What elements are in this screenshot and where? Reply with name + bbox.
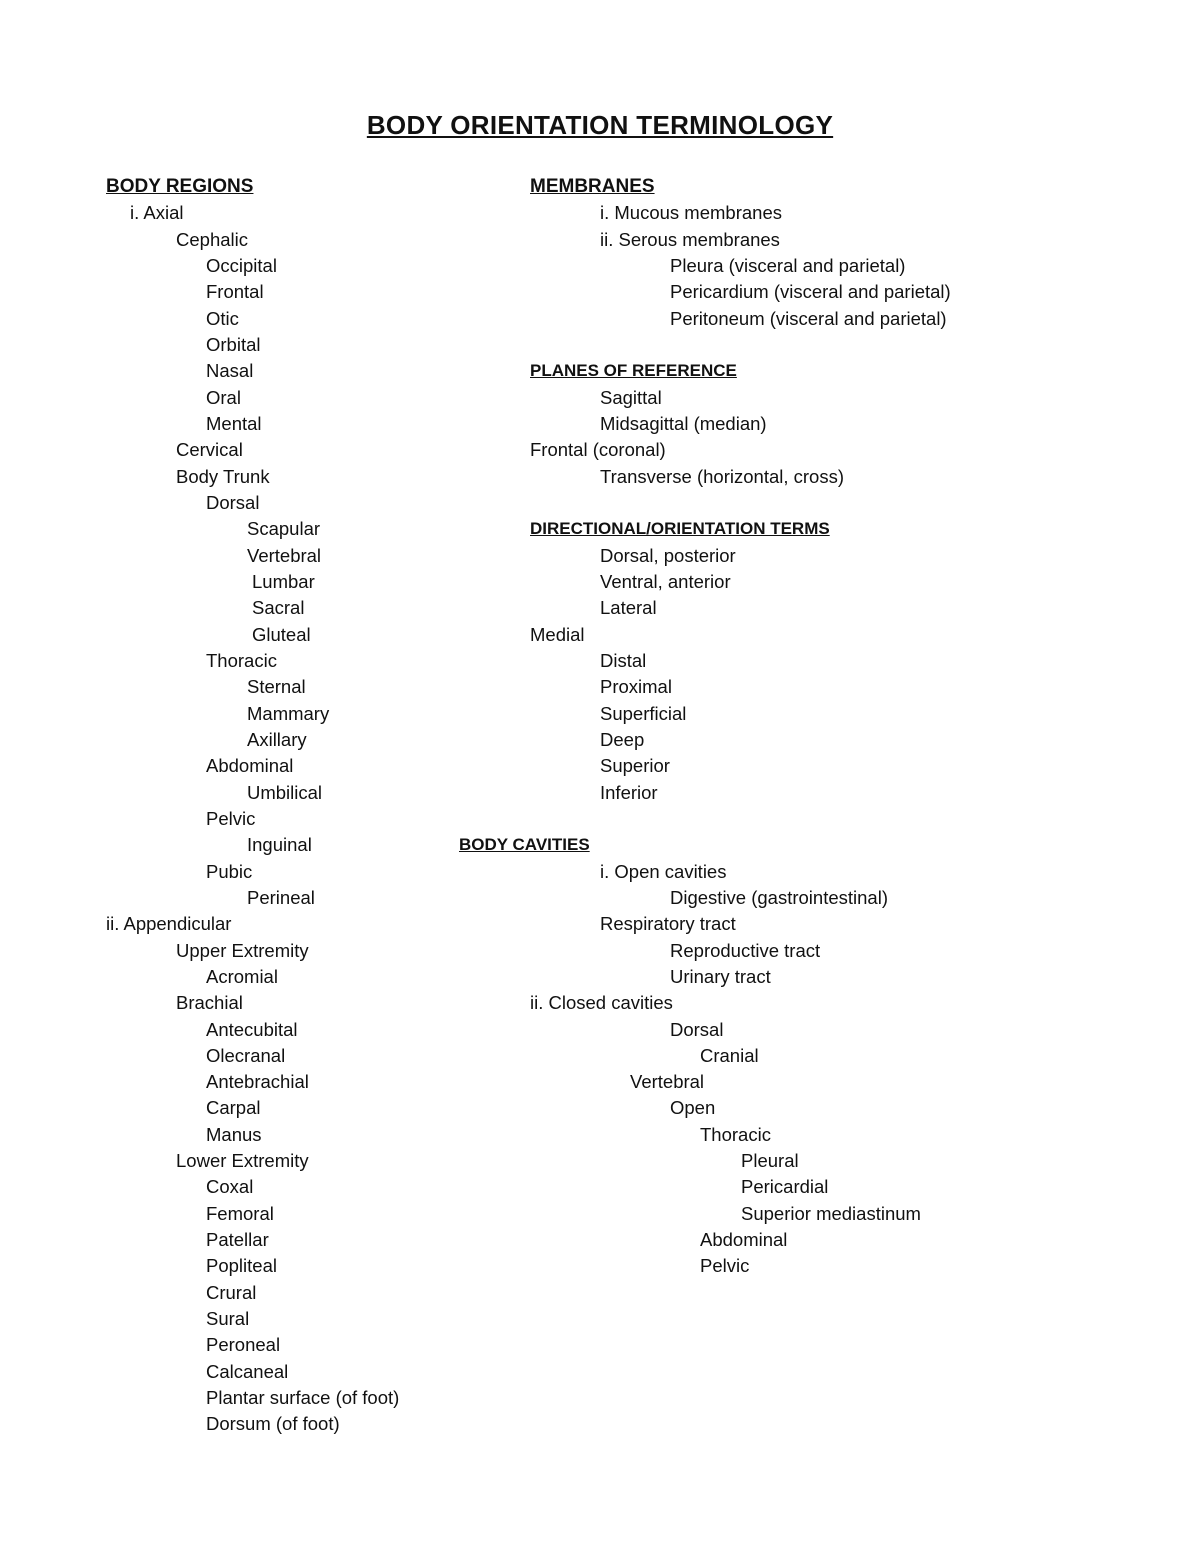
list-item: Pericardium (visceral and parietal) xyxy=(670,281,951,303)
list-item: Scapular xyxy=(247,518,321,540)
right-column xyxy=(459,174,1170,1280)
list-item: i. Mucous membranes xyxy=(600,202,782,224)
section-heading-planes: PLANES OF REFERENCE xyxy=(530,361,737,381)
list-item: Umbilical xyxy=(247,781,323,803)
list-item: Upper Extremity xyxy=(176,939,309,961)
list-item: Inguinal xyxy=(247,834,312,856)
list-item: Olecranal xyxy=(206,1044,286,1066)
list-item: Inferior xyxy=(600,781,658,803)
list-item: Pubic xyxy=(206,860,253,882)
list-item: Open xyxy=(670,1097,716,1119)
list-item: Coxal xyxy=(206,1176,254,1198)
list-item: Nasal xyxy=(206,360,254,382)
list-item: Midsagittal (median) xyxy=(600,412,767,434)
list-item: Brachial xyxy=(176,992,243,1014)
list-item: Frontal xyxy=(206,281,264,303)
list-item: Pleura (visceral and parietal) xyxy=(670,254,906,276)
list-item: Urinary tract xyxy=(670,965,771,987)
section-heading-body-cavities: BODY CAVITIES xyxy=(459,835,590,855)
list-item: Mental xyxy=(206,412,262,434)
list-item: Dorsal xyxy=(206,491,260,513)
list-item: Femoral xyxy=(206,1202,274,1224)
list-item: Vertebral xyxy=(630,1071,705,1093)
list-item: Cephalic xyxy=(176,228,248,250)
list-item: Ventral, anterior xyxy=(600,570,731,592)
section-heading-membranes: MEMBRANES xyxy=(530,176,655,197)
list-item: Sural xyxy=(206,1308,250,1330)
list-item: Cervical xyxy=(176,439,243,461)
list-item: Perineal xyxy=(247,886,315,908)
list-item: Sagittal xyxy=(600,386,662,408)
list-item: ii. Appendicular xyxy=(106,913,232,935)
list-item: Calcaneal xyxy=(206,1360,289,1382)
list-item: Transverse (horizontal, cross) xyxy=(600,465,844,487)
list-item: Body Trunk xyxy=(176,465,270,487)
list-item: Respiratory tract xyxy=(600,913,736,935)
list-item: Antebrachial xyxy=(206,1071,309,1093)
list-item: Pelvic xyxy=(700,1255,750,1277)
list-item: Otic xyxy=(206,307,239,329)
list-item: Carpal xyxy=(206,1097,261,1119)
list-item: Antecubital xyxy=(206,1018,298,1040)
list-item: Occipital xyxy=(206,254,277,276)
list-item: Peritoneum (visceral and parietal) xyxy=(670,307,947,329)
list-item: Peroneal xyxy=(206,1334,281,1356)
list-item: Pleural xyxy=(741,1150,799,1172)
list-item: Gluteal xyxy=(252,623,311,645)
list-item: Lower Extremity xyxy=(176,1150,309,1172)
list-item: Dorsal xyxy=(670,1018,724,1040)
list-item: Thoracic xyxy=(206,649,277,671)
list-item: Cranial xyxy=(700,1044,759,1066)
section-heading-directional: DIRECTIONAL/ORIENTATION TERMS xyxy=(530,519,830,539)
list-item: Proximal xyxy=(600,676,672,698)
list-item: ii. Serous membranes xyxy=(600,228,780,250)
list-item: Abdominal xyxy=(206,755,294,777)
list-item: Lateral xyxy=(600,597,657,619)
list-item: ii. Closed cavities xyxy=(530,992,673,1014)
list-item: Superficial xyxy=(600,702,687,724)
list-item: Popliteal xyxy=(206,1255,277,1277)
list-item: Lumbar xyxy=(252,570,315,592)
list-item: i. Axial xyxy=(130,202,184,224)
list-item: Abdominal xyxy=(700,1229,788,1251)
list-item: Dorsal, posterior xyxy=(600,544,736,566)
list-item: Pelvic xyxy=(206,807,256,829)
list-item: Plantar surface (of foot) xyxy=(206,1387,400,1409)
list-item: Sternal xyxy=(247,676,306,698)
list-item: Reproductive tract xyxy=(670,939,821,961)
list-item: Distal xyxy=(600,649,647,671)
list-item: Acromial xyxy=(206,965,278,987)
list-item: Crural xyxy=(206,1281,257,1303)
list-item: Orbital xyxy=(206,333,261,355)
list-item: Dorsum (of foot) xyxy=(206,1413,340,1435)
list-item: Deep xyxy=(600,728,645,750)
list-item: Manus xyxy=(206,1123,262,1145)
list-item: Superior mediastinum xyxy=(741,1202,921,1224)
body-regions-column xyxy=(106,174,506,1438)
list-item: Medial xyxy=(530,623,585,645)
list-item: Thoracic xyxy=(700,1123,771,1145)
list-item: Patellar xyxy=(206,1229,269,1251)
list-item: Vertebral xyxy=(247,544,322,566)
list-item: Sacral xyxy=(252,597,305,619)
list-item: Digestive (gastrointestinal) xyxy=(670,886,888,908)
list-item: Frontal (coronal) xyxy=(530,439,666,461)
list-item: Axillary xyxy=(247,728,307,750)
list-item: Oral xyxy=(206,386,241,408)
list-item: Mammary xyxy=(247,702,330,724)
list-item: Superior xyxy=(600,755,670,777)
list-item: Pericardial xyxy=(741,1176,829,1198)
page-title: BODY ORIENTATION TERMINOLOGY xyxy=(366,110,834,140)
section-heading-body-regions: BODY REGIONS xyxy=(106,176,254,197)
list-item: i. Open cavities xyxy=(600,860,727,882)
